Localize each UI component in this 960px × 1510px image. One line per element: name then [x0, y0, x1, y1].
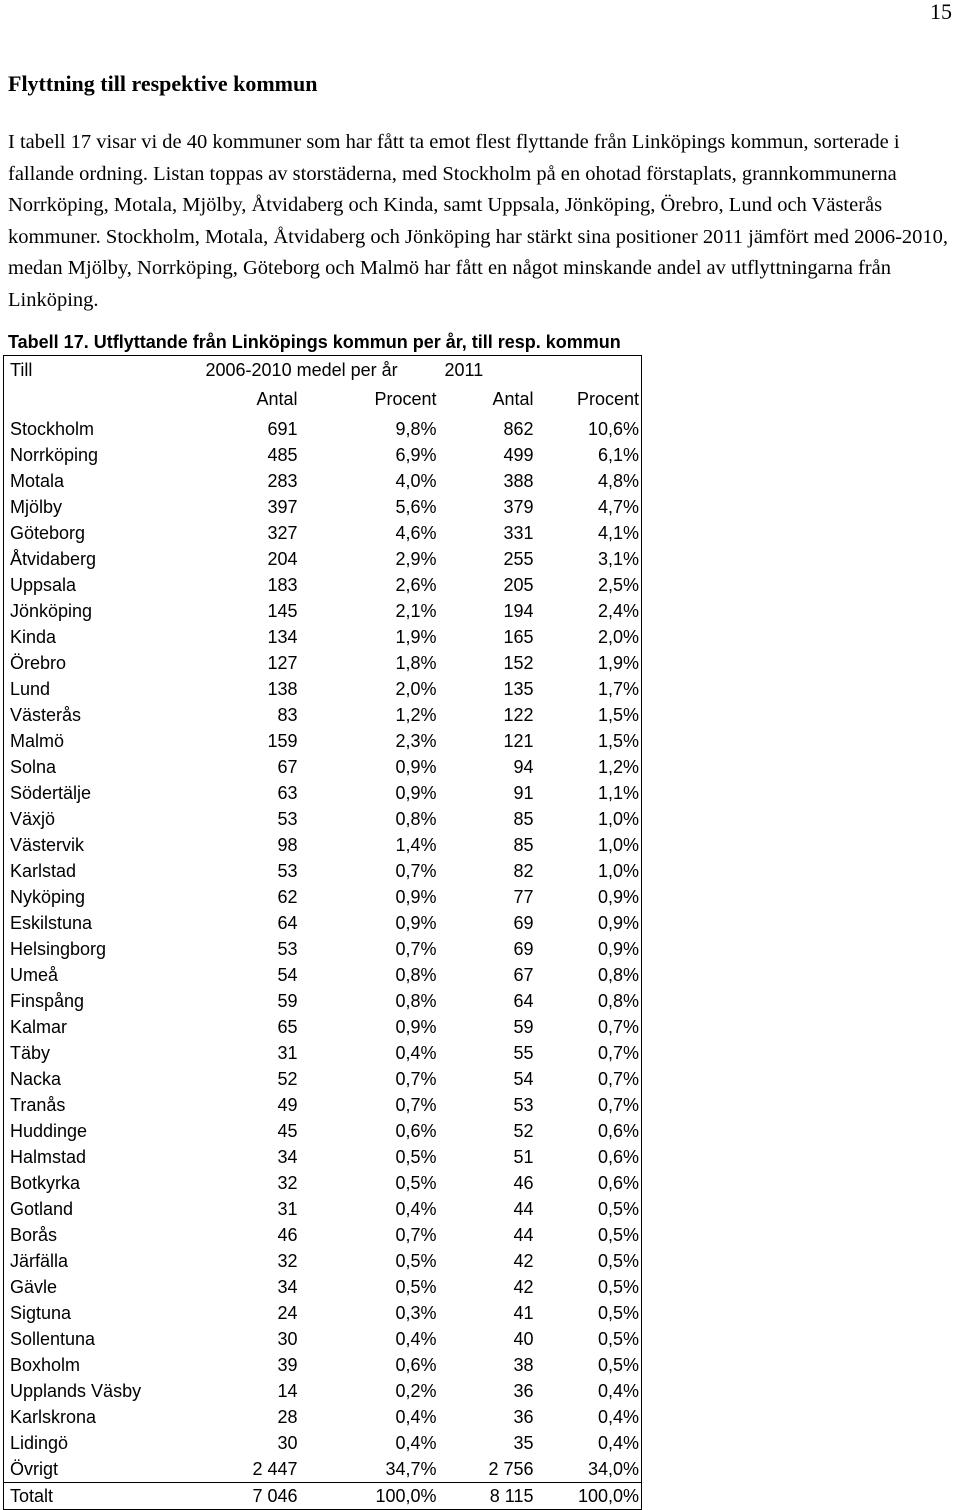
cell-procent-2011: 1,5% — [597, 731, 639, 751]
cell-procent-2006-2010: 0,7% — [395, 861, 437, 881]
cell-antal-2006-2010: 31 — [277, 1199, 298, 1219]
cell-procent-2011: 1,5% — [597, 705, 639, 725]
cell-antal-2006-2010: 204 — [267, 549, 298, 569]
cell-kommun: Gotland — [10, 1199, 74, 1219]
cell-kommun: Nyköping — [10, 887, 86, 907]
cell-procent-2006-2010: 1,8% — [395, 653, 437, 673]
cell-procent-2006-2010: 0,5% — [395, 1173, 437, 1193]
cell-kommun: Botkyrka — [10, 1173, 81, 1193]
cell-antal-2011: 2 756 — [488, 1459, 534, 1479]
cell-antal-2006-2010: 62 — [277, 887, 298, 907]
table-row — [4, 962, 642, 988]
cell-antal-2006-2010: 53 — [277, 861, 298, 881]
cell-antal-2011: 41 — [513, 1303, 534, 1323]
cell-antal-2006-2010: 45 — [277, 1121, 298, 1141]
cell-procent-2011: 10,6% — [587, 419, 639, 439]
cell-procent-2006-2010: 6,9% — [395, 445, 437, 465]
cell-procent-2006-2010: 0,7% — [395, 1095, 437, 1115]
cell-antal-2011: 379 — [503, 497, 534, 517]
cell-procent-2011: 1,2% — [597, 757, 639, 777]
cell-antal-2011: 54 — [513, 1069, 534, 1089]
cell-procent-2011: 0,4% — [597, 1381, 639, 1401]
cell-procent-2011: 0,5% — [597, 1199, 639, 1219]
cell-procent-2011: 0,8% — [597, 991, 639, 1011]
cell-procent-2011: 4,8% — [597, 471, 639, 491]
table-row — [4, 442, 642, 468]
cell-kommun: Helsingborg — [10, 939, 107, 959]
cell-procent-2006-2010: 0,6% — [395, 1121, 437, 1141]
subheader-antal-1: Antal — [256, 389, 298, 409]
cell-antal-2006-2010: 138 — [267, 679, 298, 699]
cell-kommun: Norrköping — [10, 445, 99, 465]
cell-antal-2011: 36 — [513, 1407, 534, 1427]
cell-procent-2006-2010: 4,6% — [395, 523, 437, 543]
cell-kommun: Åtvidaberg — [10, 549, 97, 569]
subheader-antal-2: Antal — [492, 389, 534, 409]
cell-procent-2006-2010: 2,0% — [395, 679, 437, 699]
cell-procent-2006-2010: 0,4% — [395, 1407, 437, 1427]
table-row — [4, 1196, 642, 1222]
cell-procent-2011: 34,0% — [587, 1459, 639, 1479]
cell-kommun: Upplands Väsby — [10, 1381, 142, 1401]
cell-antal-2006-2010: 134 — [267, 627, 298, 647]
cell-antal-2006-2010: 283 — [267, 471, 298, 491]
table-row — [4, 494, 642, 520]
table-body — [4, 414, 642, 1483]
cell-kommun: Boxholm — [10, 1355, 81, 1375]
cell-procent-2011: 2,4% — [597, 601, 639, 621]
cell-antal-2011: 59 — [513, 1017, 534, 1037]
cell-procent-2006-2010: 0,4% — [395, 1433, 437, 1453]
cell-procent-2011: 0,9% — [597, 887, 639, 907]
table-row — [4, 884, 642, 910]
cell-antal-2011: 42 — [513, 1277, 534, 1297]
header-period-2006-2010: 2006-2010 medel per år — [205, 360, 398, 380]
cell-antal-2006-2010: 98 — [277, 835, 298, 855]
subheader-procent-2: Procent — [576, 389, 639, 409]
cell-procent-2011: 0,7% — [597, 1017, 639, 1037]
cell-antal-2006-2010: 397 — [267, 497, 298, 517]
table-row — [4, 624, 642, 650]
cell-kommun: Motala — [10, 471, 65, 491]
cell-antal-2006-2010: 34 — [277, 1147, 298, 1167]
cell-antal-2011: 77 — [513, 887, 534, 907]
table-row — [4, 598, 642, 624]
cell-procent-2006-2010: 0,9% — [395, 1017, 437, 1037]
table-row — [4, 1404, 642, 1430]
cell-antal-2006-2010: 63 — [277, 783, 298, 803]
cell-kommun: Totalt — [4, 1483, 200, 1510]
table-container — [3, 355, 642, 1510]
table-row — [4, 1378, 642, 1404]
cell-antal-2006-2010: 159 — [267, 731, 298, 751]
cell-procent-2011: 0,7% — [597, 1043, 639, 1063]
table-row — [4, 780, 642, 806]
cell-kommun: Karlstad — [10, 861, 77, 881]
cell-antal-2011: 44 — [513, 1199, 534, 1219]
cell-procent-2011: 0,7% — [597, 1095, 639, 1115]
cell-antal-2011: 51 — [513, 1147, 534, 1167]
cell-procent-2006-2010: 0,6% — [395, 1355, 437, 1375]
cell-procent-2006-2010: 1,2% — [395, 705, 437, 725]
cell-procent-2006-2010: 0,4% — [395, 1329, 437, 1349]
cell-antal-2011: 388 — [503, 471, 534, 491]
cell-procent-2011: 1,0% — [597, 861, 639, 881]
cell-procent-2006-2010: 0,9% — [395, 913, 437, 933]
cell-antal-2011: 121 — [503, 731, 534, 751]
cell-procent-2006-2010: 2,9% — [395, 549, 437, 569]
cell-antal-2006-2010: 2 447 — [252, 1459, 298, 1479]
cell-antal-2011: 69 — [513, 913, 534, 933]
cell-procent-2006-2010: 0,2% — [395, 1381, 437, 1401]
cell-kommun: Södertälje — [10, 783, 92, 803]
cell-antal-2006-2010: 7 046 — [200, 1483, 300, 1510]
cell-antal-2011: 46 — [513, 1173, 534, 1193]
table-row — [4, 728, 642, 754]
table-row — [4, 650, 642, 676]
cell-procent-2006-2010: 9,8% — [395, 419, 437, 439]
cell-kommun: Finspång — [10, 991, 85, 1011]
cell-antal-2011: 331 — [503, 523, 534, 543]
section-heading: Flyttning till respektive kommun — [8, 71, 318, 96]
cell-antal-2011: 85 — [513, 809, 534, 829]
cell-kommun: Stockholm — [10, 419, 95, 439]
cell-antal-2011: 499 — [503, 445, 534, 465]
cell-procent-2006-2010: 0,8% — [395, 991, 437, 1011]
intro-paragraph: I tabell 17 visar vi de 40 kommuner som har fått ta emot flest flyttande från Linköpings kommun, sorterade i fallande ordning. Listan toppas av storstäderna, med Stockholm på en ohotad förstaplats, grannkommunerna Norrköping, Motala, Mjölby, Åtvidaberg och Kinda, samt Uppsala, Jönköping, Örebro, Lund och Västerås kommuner. Stockholm, Motala, Åtvidaberg och Jönköping har stärkt sina positioner 2011 jämfört med 2006-2010, medan Mjölby, Norrköping, Göteborg och Malmö har fått en något minskande andel av utflyttningarna från Linköping. — [8, 131, 949, 311]
cell-procent-2011: 0,5% — [597, 1225, 639, 1245]
cell-procent-2011: 0,5% — [597, 1355, 639, 1375]
cell-antal-2011: 52 — [513, 1121, 534, 1141]
cell-kommun: Örebro — [10, 653, 67, 673]
table-row — [4, 1300, 642, 1326]
table-header-row — [4, 356, 642, 385]
cell-antal-2011: 8 115 — [439, 1483, 536, 1510]
table-row — [4, 988, 642, 1014]
cell-kommun: Malmö — [10, 731, 65, 751]
cell-procent-2011: 0,6% — [597, 1121, 639, 1141]
table-row — [4, 936, 642, 962]
cell-antal-2006-2010: 30 — [277, 1433, 298, 1453]
cell-procent-2006-2010: 0,8% — [395, 965, 437, 985]
table-row — [4, 1040, 642, 1066]
cell-procent-2011: 0,9% — [597, 939, 639, 959]
cell-antal-2011: 862 — [503, 419, 534, 439]
cell-procent-2006-2010: 2,3% — [395, 731, 437, 751]
cell-kommun: Karlskrona — [10, 1407, 97, 1427]
cell-antal-2006-2010: 145 — [267, 601, 298, 621]
cell-procent-2011: 0,6% — [597, 1147, 639, 1167]
cell-procent-2011: 0,8% — [597, 965, 639, 985]
cell-antal-2011: 36 — [513, 1381, 534, 1401]
cell-procent-2006-2010: 0,5% — [395, 1147, 437, 1167]
cell-antal-2011: 40 — [513, 1329, 534, 1349]
cell-antal-2006-2010: 54 — [277, 965, 298, 985]
cell-antal-2006-2010: 32 — [277, 1251, 298, 1271]
cell-procent-2006-2010: 4,0% — [395, 471, 437, 491]
cell-antal-2006-2010: 691 — [267, 419, 298, 439]
cell-procent-2011: 2,0% — [597, 627, 639, 647]
cell-antal-2011: 205 — [503, 575, 534, 595]
cell-procent-2006-2010: 0,5% — [395, 1277, 437, 1297]
table-row — [4, 702, 642, 728]
cell-antal-2011: 255 — [503, 549, 534, 569]
cell-kommun: Växjö — [10, 809, 56, 829]
cell-antal-2011: 85 — [513, 835, 534, 855]
subheader-procent-1: Procent — [374, 389, 437, 409]
cell-procent-2011: 1,0% — [597, 835, 639, 855]
cell-kommun: Jönköping — [10, 601, 93, 621]
cell-kommun: Huddinge — [10, 1121, 88, 1141]
cell-procent-2011: 0,9% — [597, 913, 639, 933]
cell-kommun: Järfälla — [10, 1251, 69, 1271]
cell-kommun: Gävle — [10, 1277, 58, 1297]
table-row — [4, 858, 642, 884]
cell-antal-2011: 55 — [513, 1043, 534, 1063]
table-row — [4, 1430, 642, 1456]
cell-kommun: Västerås — [10, 705, 82, 725]
table-row — [4, 572, 642, 598]
migration-table — [3, 355, 642, 1510]
table-row — [4, 676, 642, 702]
cell-antal-2011: 91 — [513, 783, 534, 803]
cell-antal-2006-2010: 127 — [267, 653, 298, 673]
cell-procent-2011: 0,5% — [597, 1329, 639, 1349]
cell-antal-2006-2010: 32 — [277, 1173, 298, 1193]
cell-antal-2006-2010: 65 — [277, 1017, 298, 1037]
cell-antal-2006-2010: 14 — [277, 1381, 298, 1401]
cell-procent-2011: 4,1% — [597, 523, 639, 543]
table-row — [4, 414, 642, 442]
table-row — [4, 1144, 642, 1170]
cell-procent-2006-2010: 0,7% — [395, 1069, 437, 1089]
table-row — [4, 754, 642, 780]
cell-kommun: Borås — [10, 1225, 58, 1245]
cell-antal-2011: 67 — [513, 965, 534, 985]
cell-procent-2006-2010: 0,5% — [395, 1251, 437, 1271]
cell-antal-2011: 38 — [513, 1355, 534, 1375]
page-number: 15 — [930, 0, 952, 24]
cell-antal-2006-2010: 31 — [277, 1043, 298, 1063]
cell-procent-2006-2010: 0,7% — [395, 1225, 437, 1245]
table-caption: Tabell 17. Utflyttande från Linköpings kommun per år, till resp. kommun — [8, 332, 621, 352]
cell-antal-2006-2010: 327 — [267, 523, 298, 543]
cell-antal-2006-2010: 52 — [277, 1069, 298, 1089]
cell-antal-2011: 44 — [513, 1225, 534, 1245]
table-row — [4, 1456, 642, 1483]
table-row — [4, 1248, 642, 1274]
cell-procent-2011: 0,7% — [597, 1069, 639, 1089]
cell-procent-2006-2010: 0,9% — [395, 887, 437, 907]
cell-procent-2011: 1,0% — [597, 809, 639, 829]
table-row — [4, 546, 642, 572]
cell-antal-2011: 82 — [513, 861, 534, 881]
cell-procent-2006-2010: 0,9% — [395, 757, 437, 777]
table-row — [4, 468, 642, 494]
cell-kommun: Sollentuna — [10, 1329, 96, 1349]
cell-antal-2006-2010: 24 — [277, 1303, 298, 1323]
cell-antal-2011: 165 — [503, 627, 534, 647]
cell-antal-2011: 53 — [513, 1095, 534, 1115]
cell-antal-2006-2010: 49 — [277, 1095, 298, 1115]
cell-procent-2011: 0,4% — [597, 1407, 639, 1427]
table-row — [4, 1352, 642, 1378]
cell-procent-2006-2010: 100,0% — [300, 1483, 439, 1510]
table-subheader-row — [4, 384, 642, 414]
cell-antal-2011: 64 — [513, 991, 534, 1011]
cell-kommun: Uppsala — [10, 575, 77, 595]
cell-kommun: Tranås — [10, 1095, 66, 1115]
table-row — [4, 806, 642, 832]
cell-procent-2006-2010: 0,4% — [395, 1043, 437, 1063]
cell-antal-2006-2010: 53 — [277, 809, 298, 829]
cell-procent-2006-2010: 0,7% — [395, 939, 437, 959]
cell-kommun: Sigtuna — [10, 1303, 72, 1323]
cell-procent-2006-2010: 1,9% — [395, 627, 437, 647]
cell-kommun: Täby — [10, 1043, 51, 1063]
cell-antal-2006-2010: 59 — [277, 991, 298, 1011]
table-row — [4, 1274, 642, 1300]
cell-antal-2006-2010: 183 — [267, 575, 298, 595]
cell-antal-2011: 69 — [513, 939, 534, 959]
table-row — [4, 1326, 642, 1352]
table-row — [4, 1066, 642, 1092]
cell-antal-2006-2010: 34 — [277, 1277, 298, 1297]
cell-procent-2011: 0,5% — [597, 1277, 639, 1297]
table-row — [4, 1092, 642, 1118]
cell-procent-2011: 0,4% — [597, 1433, 639, 1453]
cell-procent-2011: 1,1% — [597, 783, 639, 803]
cell-antal-2011: 135 — [503, 679, 534, 699]
cell-procent-2011: 0,6% — [597, 1173, 639, 1193]
cell-antal-2006-2010: 53 — [277, 939, 298, 959]
table-row — [4, 1222, 642, 1248]
cell-procent-2006-2010: 5,6% — [395, 497, 437, 517]
cell-antal-2011: 42 — [513, 1251, 534, 1271]
cell-kommun: Övrigt — [10, 1459, 59, 1479]
cell-antal-2006-2010: 64 — [277, 913, 298, 933]
cell-procent-2006-2010: 0,4% — [395, 1199, 437, 1219]
cell-antal-2011: 152 — [503, 653, 534, 673]
cell-procent-2011: 4,7% — [597, 497, 639, 517]
cell-procent-2006-2010: 34,7% — [385, 1459, 437, 1479]
cell-kommun: Lund — [10, 679, 51, 699]
table-row — [4, 832, 642, 858]
cell-procent-2011: 1,7% — [597, 679, 639, 699]
cell-procent-2006-2010: 1,4% — [395, 835, 437, 855]
cell-procent-2006-2010: 0,3% — [395, 1303, 437, 1323]
table-row — [4, 1118, 642, 1144]
cell-antal-2011: 94 — [513, 757, 534, 777]
total-row — [4, 1483, 642, 1510]
cell-antal-2011: 35 — [513, 1433, 534, 1453]
cell-procent-2006-2010: 2,1% — [395, 601, 437, 621]
table-row — [4, 1014, 642, 1040]
cell-procent-2006-2010: 0,8% — [395, 809, 437, 829]
cell-procent-2011: 2,5% — [597, 575, 639, 595]
cell-kommun: Halmstad — [10, 1147, 87, 1167]
cell-kommun: Göteborg — [10, 523, 86, 543]
cell-antal-2006-2010: 83 — [277, 705, 298, 725]
cell-kommun: Västervik — [10, 835, 85, 855]
table-row — [4, 520, 642, 546]
header-till: Till — [10, 360, 33, 380]
cell-kommun: Nacka — [10, 1069, 62, 1089]
cell-procent-2011: 6,1% — [597, 445, 639, 465]
cell-kommun: Umeå — [10, 965, 59, 985]
cell-procent-2006-2010: 2,6% — [395, 575, 437, 595]
cell-kommun: Mjölby — [10, 497, 63, 517]
cell-antal-2006-2010: 67 — [277, 757, 298, 777]
cell-kommun: Solna — [10, 757, 57, 777]
header-period-2011: 2011 — [444, 360, 484, 380]
cell-kommun: Kalmar — [10, 1017, 68, 1037]
cell-procent-2011: 1,9% — [597, 653, 639, 673]
table-row — [4, 1170, 642, 1196]
cell-antal-2006-2010: 30 — [277, 1329, 298, 1349]
cell-antal-2006-2010: 39 — [277, 1355, 298, 1375]
table-row — [4, 910, 642, 936]
cell-kommun: Lidingö — [10, 1433, 69, 1453]
cell-antal-2006-2010: 485 — [267, 445, 298, 465]
subheader-empty — [4, 384, 200, 414]
cell-antal-2006-2010: 46 — [277, 1225, 298, 1245]
cell-procent-2011: 0,5% — [597, 1251, 639, 1271]
cell-procent-2011: 0,5% — [597, 1303, 639, 1323]
cell-kommun: Kinda — [10, 627, 57, 647]
cell-kommun: Eskilstuna — [10, 913, 93, 933]
cell-antal-2011: 122 — [503, 705, 534, 725]
cell-procent-2011: 3,1% — [597, 549, 639, 569]
cell-procent-2011: 100,0% — [536, 1483, 642, 1510]
cell-antal-2011: 194 — [503, 601, 534, 621]
cell-procent-2006-2010: 0,9% — [395, 783, 437, 803]
cell-antal-2006-2010: 28 — [277, 1407, 298, 1427]
